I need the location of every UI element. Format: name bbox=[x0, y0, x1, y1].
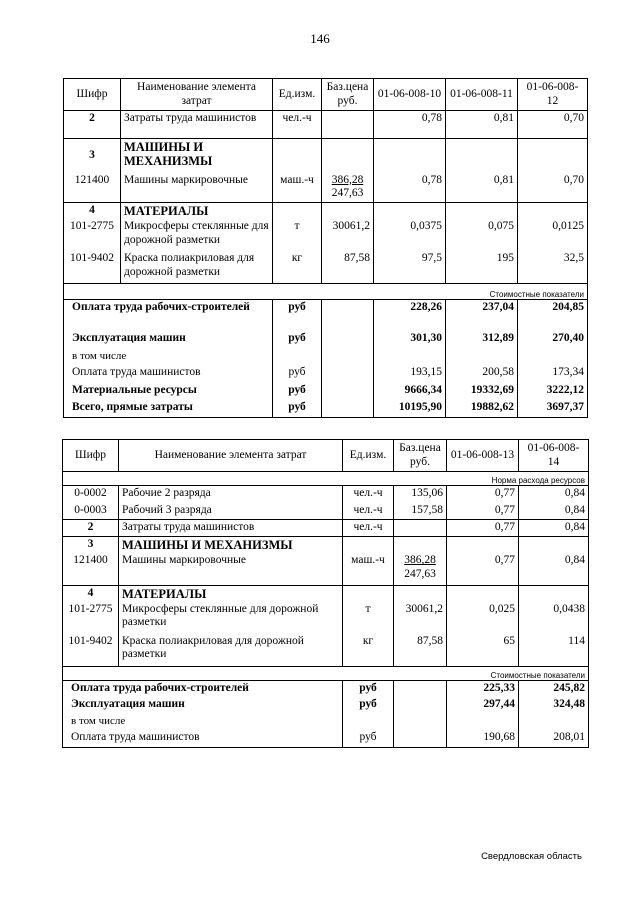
header-col-1: 01-06-008-13 bbox=[447, 440, 519, 472]
resource-table-2 bbox=[62, 439, 589, 748]
row-value-3: 32,5 bbox=[518, 251, 588, 283]
section-title: МАТЕРИАЛЫ bbox=[119, 585, 343, 602]
row-unit: чел.-ч bbox=[273, 111, 322, 139]
section-label-row bbox=[63, 472, 589, 486]
row-name: Рабочие 2 разряда bbox=[119, 486, 343, 503]
row-value-2: 0,84 bbox=[519, 486, 589, 503]
row-price: 30061,2 bbox=[322, 219, 374, 251]
header-price: Баз.цена руб. bbox=[322, 79, 374, 111]
row-code: 0-0003 bbox=[63, 503, 119, 520]
row-code: 0-0002 bbox=[63, 486, 119, 503]
row-value-2: 0,84 bbox=[519, 553, 589, 585]
row-price: 30061,2 bbox=[394, 602, 447, 634]
cost-value-2: 324,48 bbox=[519, 697, 589, 714]
row-value-2: 114 bbox=[519, 634, 589, 666]
cost-value-1: 9666,34 bbox=[374, 383, 446, 400]
row-unit: т bbox=[343, 602, 394, 634]
row-name: Затраты труда машинистов bbox=[121, 111, 273, 139]
row-price: 386,28 247,63 bbox=[394, 553, 447, 585]
cost-unit: руб bbox=[273, 331, 322, 349]
row-value-1: 0,77 bbox=[447, 486, 519, 503]
section-title: МАШИНЫ И МЕХАНИЗМЫ bbox=[121, 139, 273, 173]
cost-name: Оплата труда машинистов bbox=[64, 365, 273, 383]
section-label: Стоимостные показатели bbox=[63, 666, 589, 680]
cost-value-1: 193,15 bbox=[374, 365, 446, 383]
cost-value-2: 208,01 bbox=[519, 730, 589, 747]
cost-unit: руб bbox=[273, 400, 322, 417]
row-name: Рабочий 3 разряда bbox=[119, 503, 343, 520]
cost-name: Всего, прямые затраты bbox=[64, 400, 273, 417]
table-row bbox=[63, 520, 589, 537]
row-price: 135,06 bbox=[394, 486, 447, 503]
row-value-1: 65 bbox=[447, 634, 519, 666]
row-value-3: 0,70 bbox=[518, 173, 588, 203]
row-unit: чел.-ч bbox=[343, 486, 394, 503]
row-unit: маш.-ч bbox=[343, 553, 394, 585]
table-row bbox=[64, 173, 588, 203]
cost-value-1: 225,33 bbox=[447, 680, 519, 697]
row-value-2: 0,81 bbox=[446, 173, 518, 203]
section-row bbox=[63, 537, 589, 554]
header-col-2: 01-06-008-11 bbox=[446, 79, 518, 111]
row-name: Машины маркировочные bbox=[119, 553, 343, 585]
page-number: 146 bbox=[310, 31, 330, 46]
cost-unit: руб bbox=[343, 730, 394, 747]
row-code: 2 bbox=[63, 520, 119, 537]
row-value-2: 0,84 bbox=[519, 503, 589, 520]
cost-value-1: 228,26 bbox=[374, 299, 446, 331]
cost-value-2: 200,58 bbox=[446, 365, 518, 383]
section-row bbox=[64, 139, 588, 173]
section-row bbox=[64, 203, 588, 220]
cost-value-1: 301,30 bbox=[374, 331, 446, 349]
cost-value-2: 237,04 bbox=[446, 299, 518, 331]
header-col-1: 01-06-008-10 bbox=[374, 79, 446, 111]
row-name: Машины маркировочные bbox=[121, 173, 273, 203]
cost-unit: руб bbox=[343, 680, 394, 697]
cost-value-1: 10195,90 bbox=[374, 400, 446, 417]
header-col-3: 01-06-008-12 bbox=[518, 79, 588, 111]
cost-unit: руб bbox=[273, 299, 322, 331]
cost-unit: руб bbox=[273, 383, 322, 400]
table-row bbox=[63, 602, 589, 634]
row-unit: т bbox=[273, 219, 322, 251]
header-code: Шифр bbox=[63, 440, 119, 472]
cost-name: Оплата труда машинистов bbox=[63, 730, 343, 747]
table-row bbox=[63, 503, 589, 520]
row-code: 2 bbox=[64, 111, 121, 139]
cost-value-2: 19882,62 bbox=[446, 400, 518, 417]
section-row bbox=[63, 585, 589, 602]
cost-row bbox=[64, 331, 588, 349]
row-value-2: 0,81 bbox=[446, 111, 518, 139]
row-name: Микросферы стеклянные для дорожной разметки bbox=[121, 219, 273, 251]
cost-row bbox=[63, 730, 589, 747]
cost-name: Оплата труда рабочих-строителей bbox=[63, 680, 343, 697]
row-code: 101-2775 bbox=[63, 602, 119, 634]
cost-value-3: 3222,12 bbox=[518, 383, 588, 400]
cost-row bbox=[64, 349, 588, 365]
row-price bbox=[322, 111, 374, 139]
header-unit: Ед.изм. bbox=[343, 440, 394, 472]
cost-name: Эксплуатация машин bbox=[63, 697, 343, 714]
row-code: 121400 bbox=[64, 173, 121, 203]
header-col-2: 01-06-008-14 bbox=[519, 440, 589, 472]
row-value-3: 0,0125 bbox=[518, 219, 588, 251]
cost-value-1: 297,44 bbox=[447, 697, 519, 714]
cost-value-2: 245,82 bbox=[519, 680, 589, 697]
table-row bbox=[64, 219, 588, 251]
row-unit: чел.-ч bbox=[343, 520, 394, 537]
cost-name: в том числе bbox=[64, 349, 273, 365]
row-value-1: 0,78 bbox=[374, 173, 446, 203]
cost-name: Эксплуатация машин bbox=[64, 331, 273, 349]
table2-header-row bbox=[63, 440, 589, 472]
row-value-3: 0,70 bbox=[518, 111, 588, 139]
cost-value-1: 190,68 bbox=[447, 730, 519, 747]
header-name: Наименование элемента затрат bbox=[121, 79, 273, 111]
row-value-1: 0,025 bbox=[447, 602, 519, 634]
cost-row bbox=[63, 680, 589, 697]
row-code: 101-9402 bbox=[64, 251, 121, 283]
table-row bbox=[63, 486, 589, 503]
header-price: Баз.цена руб. bbox=[394, 440, 447, 472]
cost-value-3: 270,40 bbox=[518, 331, 588, 349]
row-price: 386,28 247,63 bbox=[322, 173, 374, 203]
row-code: 101-2775 bbox=[64, 219, 121, 251]
cost-name: в том числе bbox=[63, 714, 343, 730]
cost-name: Оплата труда рабочих-строителей bbox=[64, 299, 273, 331]
table-row bbox=[63, 634, 589, 666]
row-value-2: 195 bbox=[446, 251, 518, 283]
row-unit: кг bbox=[343, 634, 394, 666]
cost-row bbox=[63, 697, 589, 714]
row-code: 121400 bbox=[63, 553, 119, 585]
section-label: Норма расхода ресурсов bbox=[63, 472, 589, 486]
row-value-2: 0,0438 bbox=[519, 602, 589, 634]
region-footer: Свердловская область bbox=[481, 851, 582, 862]
row-value-2: 0,075 bbox=[446, 219, 518, 251]
row-name: Затраты труда машинистов bbox=[119, 520, 343, 537]
cost-unit: руб bbox=[343, 697, 394, 714]
table1-header-row bbox=[64, 79, 588, 111]
row-code: 101-9402 bbox=[63, 634, 119, 666]
resource-table-1 bbox=[63, 78, 588, 418]
row-unit: чел.-ч bbox=[343, 503, 394, 520]
row-code: 3 bbox=[63, 537, 119, 554]
row-value-1: 0,77 bbox=[447, 503, 519, 520]
section-title: МАШИНЫ И МЕХАНИЗМЫ bbox=[119, 537, 343, 554]
cost-value-2: 312,89 bbox=[446, 331, 518, 349]
header-name: Наименование элемента затрат bbox=[119, 440, 343, 472]
row-code: 4 bbox=[63, 585, 119, 602]
row-price: 157,58 bbox=[394, 503, 447, 520]
cost-name: Материальные ресурсы bbox=[64, 383, 273, 400]
row-value-2: 0,84 bbox=[519, 520, 589, 537]
row-name: Краска полиакриловая для дорожной разметки bbox=[121, 251, 273, 283]
row-name: Краска полиакриловая для дорожной разметки bbox=[119, 634, 343, 666]
row-value-1: 0,77 bbox=[447, 553, 519, 585]
row-price: 87,58 bbox=[394, 634, 447, 666]
row-value-1: 0,0375 bbox=[374, 219, 446, 251]
row-value-1: 97,5 bbox=[374, 251, 446, 283]
cost-row bbox=[63, 714, 589, 730]
section-label-row bbox=[63, 666, 589, 680]
cost-value-3: 3697,37 bbox=[518, 400, 588, 417]
section-label: Стоимостные показатели bbox=[64, 283, 588, 299]
table-row bbox=[64, 251, 588, 283]
table-row bbox=[63, 553, 589, 585]
cost-unit: руб bbox=[273, 365, 322, 383]
cost-row bbox=[64, 299, 588, 331]
row-unit: кг bbox=[273, 251, 322, 283]
row-price bbox=[394, 520, 447, 537]
row-code: 4 bbox=[64, 203, 121, 220]
header-code: Шифр bbox=[64, 79, 121, 111]
table-row bbox=[64, 111, 588, 139]
row-value-1: 0,78 bbox=[374, 111, 446, 139]
cost-row bbox=[64, 365, 588, 383]
header-unit: Ед.изм. bbox=[273, 79, 322, 111]
row-price: 87,58 bbox=[322, 251, 374, 283]
cost-row bbox=[64, 383, 588, 400]
section-label-row bbox=[64, 283, 588, 299]
cost-value-3: 204,85 bbox=[518, 299, 588, 331]
row-unit: маш.-ч bbox=[273, 173, 322, 203]
row-code: 3 bbox=[64, 139, 121, 173]
row-name: Микросферы стеклянные для дорожной разметки bbox=[119, 602, 343, 634]
cost-value-2: 19332,69 bbox=[446, 383, 518, 400]
section-title: МАТЕРИАЛЫ bbox=[121, 203, 273, 220]
cost-value-3: 173,34 bbox=[518, 365, 588, 383]
row-value-1: 0,77 bbox=[447, 520, 519, 537]
cost-row bbox=[64, 400, 588, 417]
